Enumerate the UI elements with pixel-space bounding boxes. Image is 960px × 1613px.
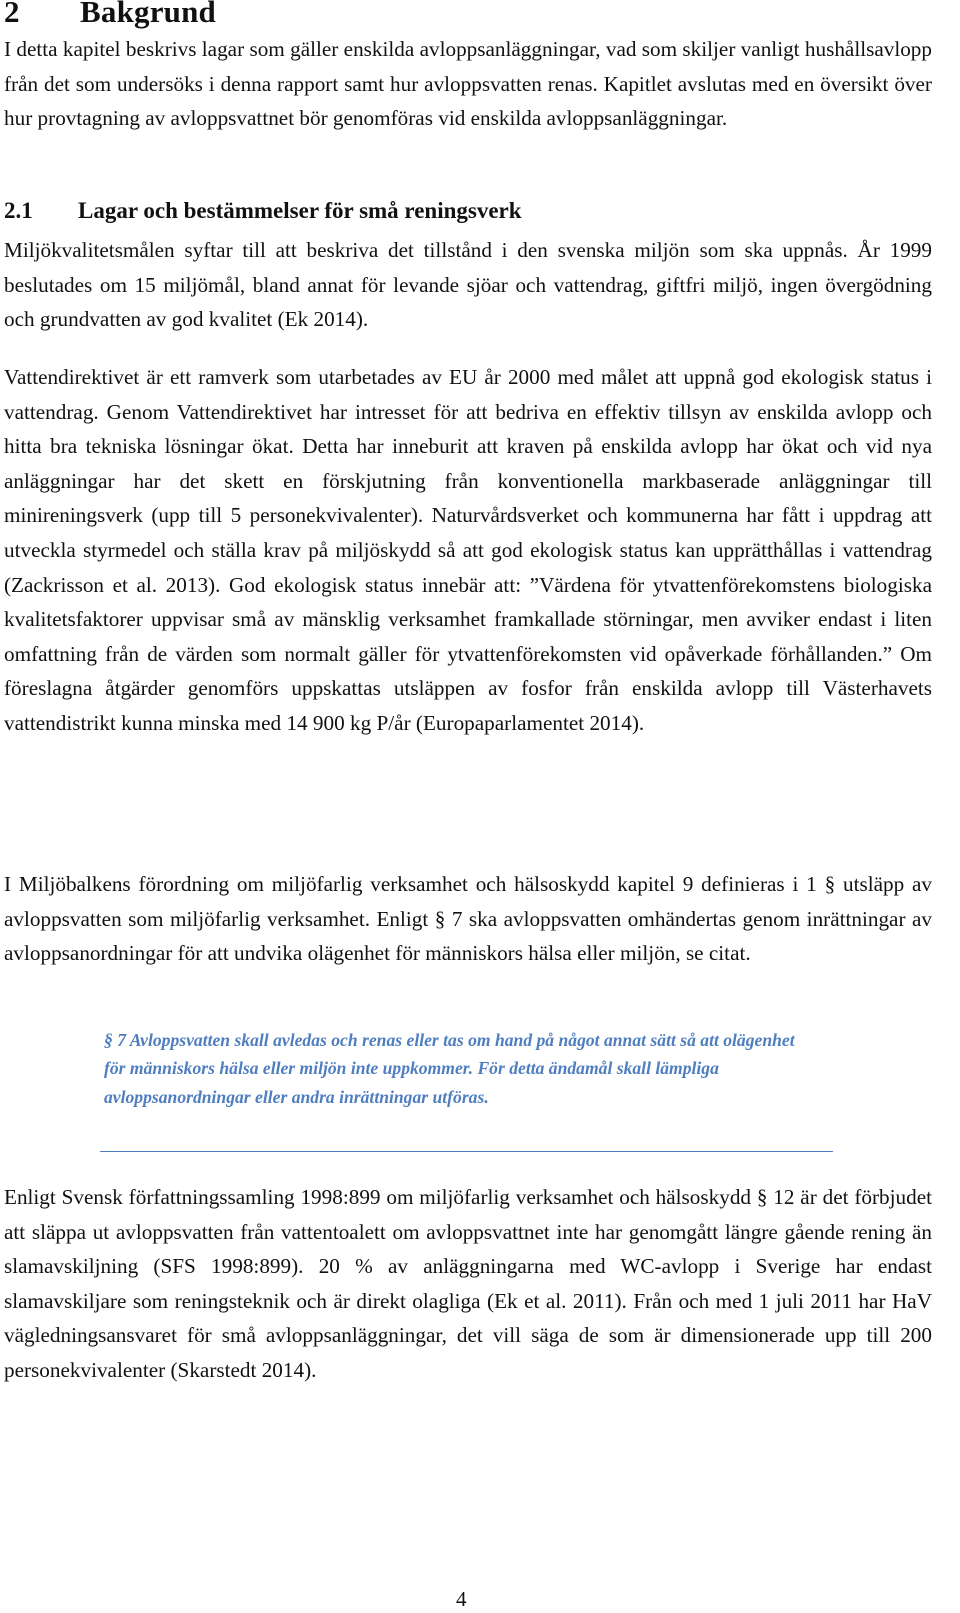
paragraph-miljobalken: I Miljöbalkens förordning om miljöfarlig verksamhet och hälsoskydd kapitel 9 definieras i 1 § utsläpp av avloppsvatten som miljöfarlig verksamhet. Enligt § 7 ska avloppsvatten omhändertas genom inrättningar av avloppsanordningar för att undvika olägenhet för människors hälsa eller miljön, se citat. [4,872,932,966]
paragraph-miljokvalitetsmal: Miljökvalitetsmålen syftar till att beskriva det tillstånd i den svenska miljön som ska uppnås. År 1999 beslutades om 15 miljömål, bland annat för levande sjöar och vattendrag, giftfri miljö, ingen övergödning och grundvatten av god kvalitet (Ek 2014). [4,238,932,332]
intro-paragraph: I detta kapitel beskrivs lagar som gäller enskilda avloppsanläggningar, vad som skiljer vanligt hushållsavlopp från det som undersöks i denna rapport samt hur avloppsvatten renas. Kapitlet avslutas med en översikt över hur provtagning av avloppsvattnet bör genomföras vid enskilda avloppsanläggningar. [4,37,932,131]
chapter-number: 2 [4,0,20,29]
quote-underline [100,1151,833,1152]
section-heading [4,198,522,224]
law-quote: § 7 Avloppsvatten skall avledas och renas eller tas om hand på något annat sätt så att olägenhet för människors hälsa eller miljön inte uppkommer. För detta ändamål skall lämpliga avloppsanordningar eller andra inrättningar utföras. [104,1030,795,1107]
paragraph-sfs: Enligt Svensk författningssamling 1998:899 om miljöfarlig verksamhet och hälsoskydd § 12 är det förbjudet att släppa ut avloppsvatten från vattentoalett om avloppsvattnet inte har genomgått längre gående rening än slamavskiljning (SFS 1998:899). 20 % av anläggningarna med WC-avlopp i Sverige har endast slamavskiljare som reningsteknik och är direkt olagliga (Ek et al. 2011). Från och med 1 juli 2011 har HaV vägledningsansvaret för små avloppsanläggningar, det vill säga de som är dimensionerade upp till 200 personekvivalenter (Skarstedt 2014). [4,1185,932,1382]
page-number: 4 [456,1587,467,1611]
chapter-title: Bakgrund [80,0,216,29]
chapter-heading [4,0,216,30]
paragraph-vattendirektivet: Vattendirektivet är ett ramverk som utarbetades av EU år 2000 med målet att uppnå god ekologisk status i vattendrag. Genom Vattendirektivet har intresset för att bedriva en effektiv tillsyn av enskilda avlopp och hitta bra tekniska lösningar ökat. Detta har inneburit att kraven på enskilda avlopp har ökat och vid nya anläggningar har det skett en förskjutning från konventionella markbaserade anläggningar till minireningsverk (upp till 5 personekvivalenter). Naturvårdsverket och kommunerna har fått i uppdrag att utveckla styrmedel och ställa krav på miljöskydd så att god ekologisk status kan upprätthållas i vattendrag (Zackrisson et al. 2013). God ekologisk status innebär att: ”Värdena för ytvattenförekomstens biologiska kvalitetsfaktorer uppvisar små av mänsklig verksamhet framkallade störningar, men avviker endast i liten omfattning från de värden som normalt gäller för ytvattenförekomsten vid opåverkade förhållanden.” Om föreslagna åtgärder genomförs uppskattas utsläppen av fosfor från enskilda avlopp till Västerhavets vattendistrikt kunna minska med 14 900 kg P/år (Europaparlamentet 2014). [4,365,932,735]
section-title: Lagar och bestämmelser för små reningsverk [78,198,522,223]
section-number: 2.1 [4,198,33,223]
